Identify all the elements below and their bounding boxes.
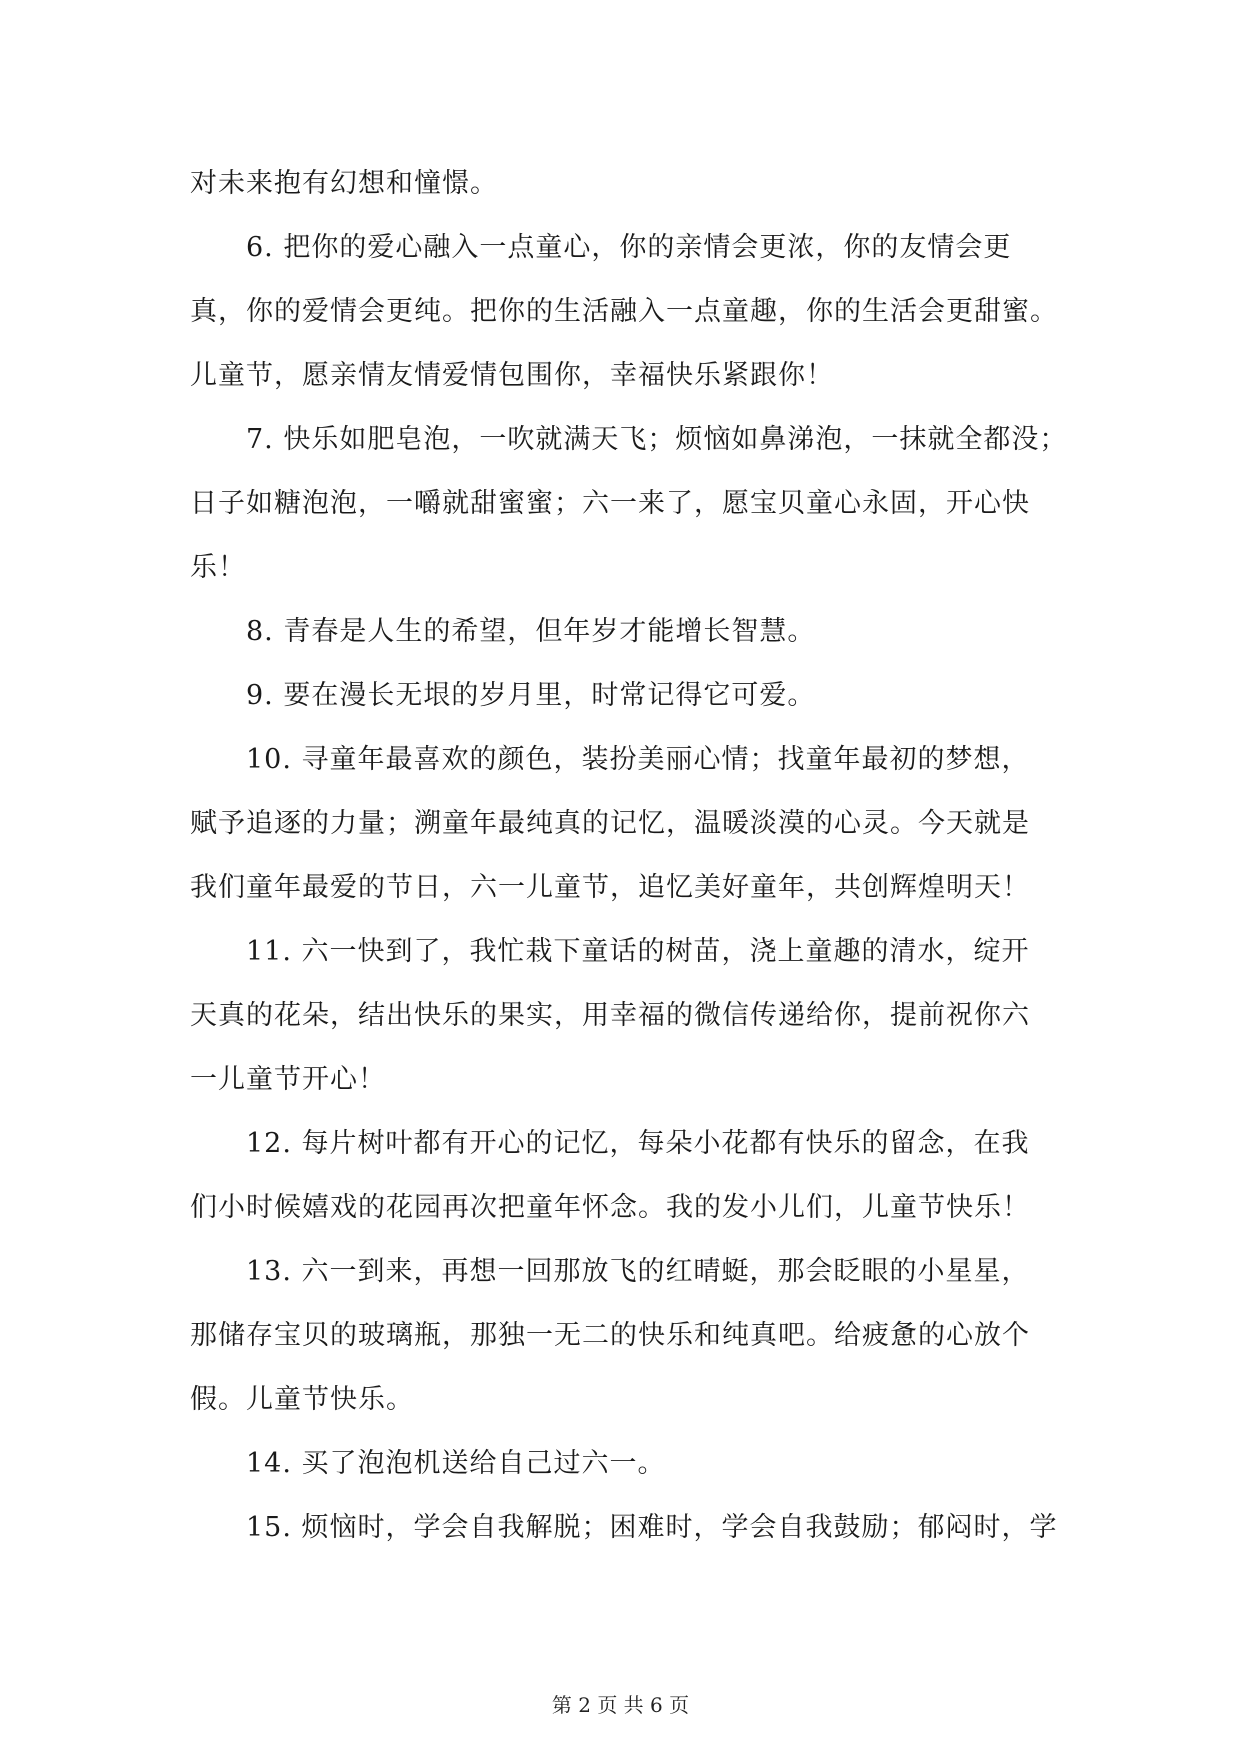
text-line: 日子如糖泡泡，一嚼就甜蜜蜜；六一来了，愿宝贝童心永固，开心快 xyxy=(190,488,1030,519)
text-line: 13. 六一到来，再想一回那放飞的红晴蜓，那会眨眼的小星星， xyxy=(246,1256,1030,1287)
text-line: 14. 买了泡泡机送给自己过六一。 xyxy=(246,1448,666,1479)
text-line: 真，你的爱情会更纯。把你的生活融入一点童趣，你的生活会更甜蜜。 xyxy=(190,296,1058,327)
text-line: 们小时候嬉戏的花园再次把童年怀念。我的发小儿们，儿童节快乐！ xyxy=(190,1192,1030,1223)
text-line: 儿童节，愿亲情友情爱情包围你，幸福快乐紧跟你！ xyxy=(190,360,834,391)
text-line: 那储存宝贝的玻璃瓶，那独一无二的快乐和纯真吧。给疲惫的心放个 xyxy=(190,1320,1030,1351)
text-line: 对未来抱有幻想和憧憬。 xyxy=(190,168,498,199)
text-line: 假。儿童节快乐。 xyxy=(190,1384,414,1415)
text-line: 15. 烦恼时，学会自我解脱；困难时，学会自我鼓励；郁闷时，学 xyxy=(246,1512,1058,1543)
text-line: 6. 把你的爱心融入一点童心，你的亲情会更浓，你的友情会更 xyxy=(246,232,1012,263)
document-body xyxy=(190,152,1068,1560)
text-line: 9. 要在漫长无垠的岁月里，时常记得它可爱。 xyxy=(246,680,816,711)
text-line: 11. 六一快到了，我忙栽下童话的树苗，浇上童趣的清水，绽开 xyxy=(246,936,1030,967)
text-line: 赋予追逐的力量；溯童年最纯真的记忆，温暖淡漠的心灵。今天就是 xyxy=(190,808,1030,839)
text-line: 天真的花朵，结出快乐的果实，用幸福的微信传递给你，提前祝你六 xyxy=(190,1000,1030,1031)
text-line: 一儿童节开心！ xyxy=(190,1064,386,1095)
text-line: 我们童年最爱的节日，六一儿童节，追忆美好童年，共创辉煌明天！ xyxy=(190,872,1030,903)
text-line: 7. 快乐如肥皂泡，一吹就满天飞；烦恼如鼻涕泡，一抹就全都没； xyxy=(246,424,1068,455)
page-number-footer: 第 2 页 共 6 页 xyxy=(551,1693,690,1717)
text-line: 8. 青春是人生的希望，但年岁才能增长智慧。 xyxy=(246,616,816,647)
text-line: 12. 每片树叶都有开心的记忆，每朵小花都有快乐的留念，在我 xyxy=(246,1128,1030,1159)
text-line: 乐！ xyxy=(190,552,246,583)
text-line: 10. 寻童年最喜欢的颜色，装扮美丽心情；找童年最初的梦想， xyxy=(246,744,1030,775)
